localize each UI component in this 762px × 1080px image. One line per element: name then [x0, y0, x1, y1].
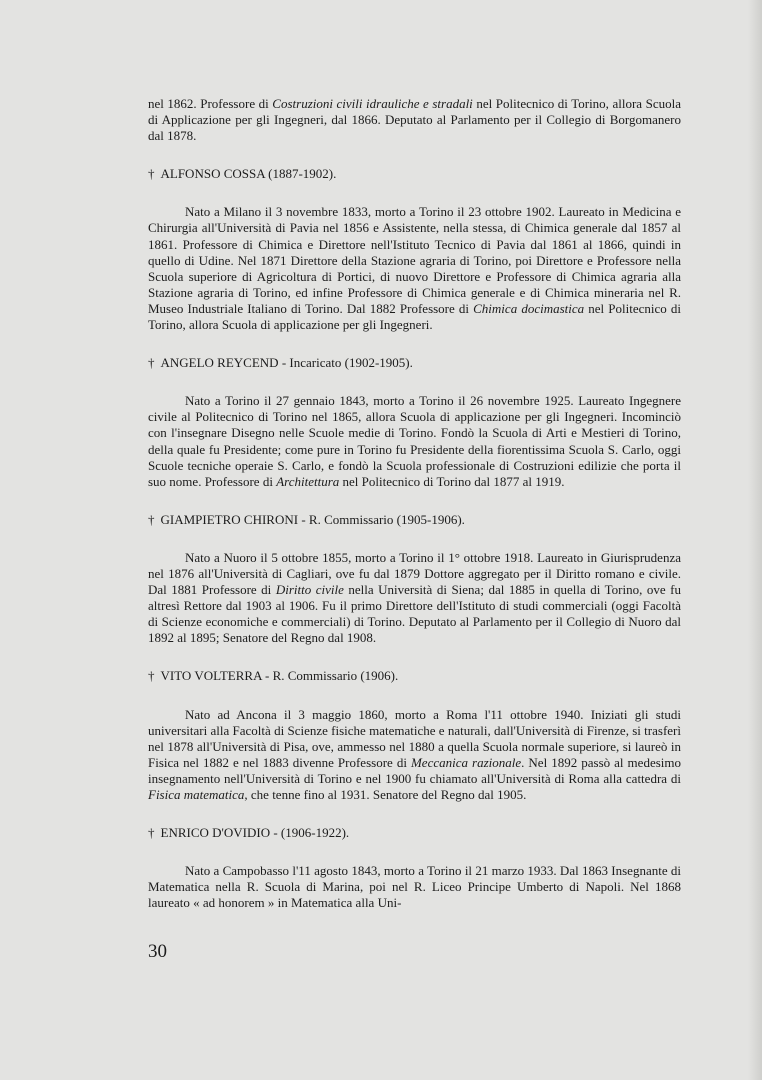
paragraph-chironi: Nato a Nuoro il 5 ottobre 1855, morto a Torino il 1° ottobre 1918. Laureato in Giurisprudenza nel 1876 all'Università di Cagliari, ove fu dal 1879 Dottore aggregato per il Diritto romano e civile. Dal 1881 Professore di Diritto civile nella Università di Siena; dal 1885 in quella di Torino, ove fu altresì Rettore dal 1903 al 1906. Fu il primo Direttore dell'Istituto di studi commerciali (oggi Facoltà di Scienze economiche e commerciali) di Torino. Deputato al Parlamento per il Collegio di Nuoro dal 1892 al 1895; Senatore del Regno dal 1908.	[148, 549, 681, 646]
intro-paragraph: nel 1862. Professore di Costruzioni civili idrauliche e stradali nel Politecnico di Torino, allora Scuola di Applicazione per gli Ingegneri, dal 1866. Deputato al Parlamento per il Collegio di Borgomanero dal 1878.	[148, 96, 681, 144]
dagger-symbol: †	[148, 166, 155, 182]
heading-reycend: † ANGELO REYCEND - Incaricato (1902-1905).	[148, 355, 413, 371]
page-edge-shadow	[748, 0, 762, 1080]
heading-dovidio: † ENRICO D'OVIDIO - (1906-1922).	[148, 825, 350, 841]
dagger-symbol: †	[148, 355, 155, 371]
dagger-symbol: †	[148, 825, 155, 841]
paragraph-dovidio: Nato a Campobasso l'11 agosto 1843, morto a Torino il 21 marzo 1933. Dal 1863 Insegnante di Matematica nella R. Scuola di Marina, poi nel R. Liceo Principe Umberto di Napoli. Nel 1868 laureato « ad honorem » in Matematica alla Uni-	[148, 863, 681, 911]
page-content	[148, 96, 681, 911]
heading-cossa: † ALFONSO COSSA (1887-1902).	[148, 166, 337, 182]
page-number: 30	[148, 941, 167, 962]
heading-volterra: † VITO VOLTERRA - R. Commissario (1906).	[148, 668, 399, 684]
paragraph-reycend: Nato a Torino il 27 gennaio 1843, morto a Torino il 26 novembre 1925. Laureato Ingegnere civile al Politecnico di Torino nel 1865, allora Scuola di applicazione per gli Ingegneri. Incominciò con l'insegnare Disegno nelle Scuole medie di Torino. Fondò la Scuola di Arti e Mestieri di Torino, della quale fu Presidente; come pure in Torino fu Presidente della fiorentissima Scuola S. Carlo, oggi Scuole tecniche operaie S. Carlo, e fondò la Scuola professionale di Costruzioni edilizie che porta il suo nome. Professore di Architettura nel Politecnico di Torino dal 1877 al 1919.	[148, 393, 681, 489]
dagger-symbol: †	[148, 668, 155, 684]
paragraph-cossa: Nato a Milano il 3 novembre 1833, morto a Torino il 23 ottobre 1902. Laureato in Medicina e Chirurgia all'Università di Pavia nel 1856 e Assistente, nella stessa, di Chimica generale dal 1857 al 1861. Professore di Chimica e Direttore nell'Istituto Tecnico di Pavia dal 1861 al 1866, quindi in quello di Udine. Nel 1871 Direttore della Stazione agraria di Torino, poi Direttore e Professore nella Scuola superiore di Agricoltura di Portici, di nuovo Direttore e Professore di Chimica agraria alla Stazione agraria di Torino, ed infine Professore di Chimica generale e di Chimica mineraria nel R. Museo Industriale Italiano di Torino. Dal 1882 Professore di Chimica docimastica nel Politecnico di Torino, allora Scuola di applicazione per gli Ingegneri.	[148, 204, 681, 333]
dagger-symbol: †	[148, 511, 155, 527]
heading-chironi: † GIAMPIETRO CHIRONI - R. Commissario (1905-1906).	[148, 511, 465, 527]
paragraph-volterra: Nato ad Ancona il 3 maggio 1860, morto a Roma l'11 ottobre 1940. Iniziati gli studi universitari alla Facoltà di Scienze fisiche matematiche e naturali, dall'Università di Firenze, si trasferì nel 1878 all'Università di Pisa, ove, ammesso nel 1880 a quella Scuola normale superiore, si laureò in Fisica nel 1882 e nel 1883 divenne Professore di Meccanica razionale. Nel 1892 passò al medesimo insegnamento nell'Università di Torino e nel 1900 fu chiamato all'Università di Roma alla cattedra di Fisica matematica, che tenne fino al 1931. Senatore del Regno dal 1905.	[148, 706, 681, 802]
